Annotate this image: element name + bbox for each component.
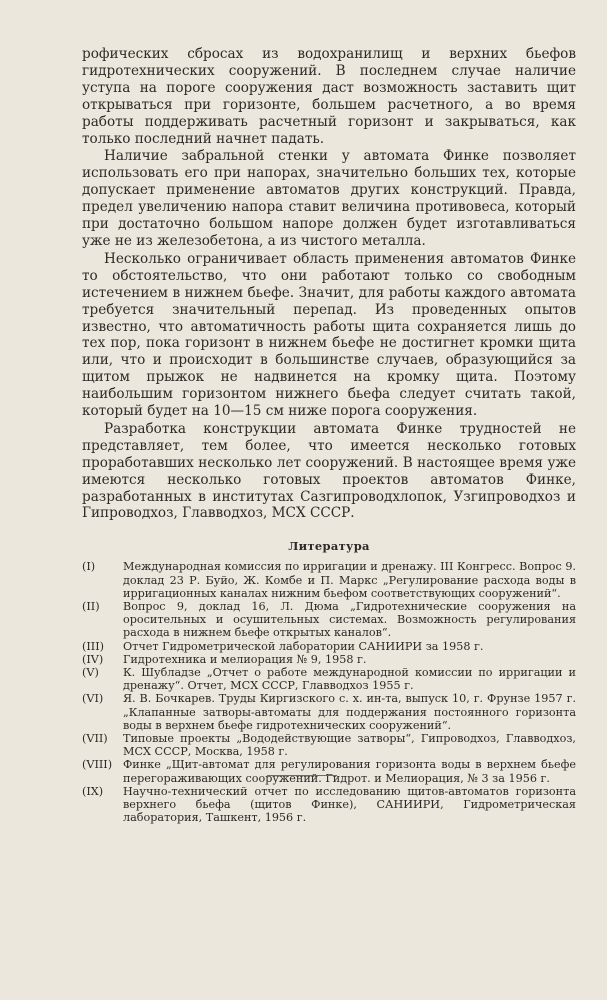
paragraph-2: Наличие забральной стенки у автомата Финке позволяет использовать его при напорах, значительно больших тех, которые допускает применение автоматов других конструкций. Правда, предел увеличению напора ставит величина противовеса, который при достаточно большом напоре должен будет изготавливаться уже не из железобетона, а из чистого металла. (82, 148, 576, 249)
reference-text: Вопрос 9, доклад 16, Л. Дюма „Гидротехнические сооружения на оросительных и осушительных системах. Возможность регулирования расхода в нижнем бьефе открытых каналов“. (123, 599, 576, 640)
reference-item (82, 600, 576, 640)
reference-item (82, 666, 576, 692)
reference-number: (VII) (82, 732, 108, 746)
reference-text: Типовые проекты „Вододействующие затворы“, Гипроводхоз, Главводхоз, МСХ СССР, Москва, 1958 г. (123, 732, 576, 759)
reference-text: Научно-технический отчет по исследованию щитов-автоматов горизонта верхнего бьефа (щитов Финке), САНИИРИ, Гидрометрическая лаборатория, Ташкент, 1956 г. (123, 784, 576, 825)
reference-number: (II) (82, 599, 100, 613)
reference-number: (V) (82, 666, 99, 679)
reference-item (82, 640, 576, 653)
paragraph-4: Разработка конструкции автомата Финке трудностей не представляет, тем более, что имеется несколько готовых проработавших несколько лет сооружений. В настоящее время уже имеются несколько готовых проектов автоматов Финке, разработанных в институтах Сазгипроводхлопок, Узгипроводхоз и Гипроводхоз, Главводхоз, МСХ СССР. (82, 420, 576, 522)
reference-item (82, 560, 576, 600)
reference-item (82, 692, 576, 732)
reference-text: Финке „Щит-автомат для регулирования горизонта воды в верхнем бьефе перегораживающих сооружений. Гидрот. и Мелиорация, № 3 за 1956 г. (123, 758, 576, 785)
reference-text: Отчет Гидрометрической лаборатории САНИИРИ за 1958 г. (123, 639, 484, 653)
reference-number: (III) (82, 639, 104, 653)
paragraph-3: Несколько ограничивает область применения автоматов Финке то обстоятельство, что они работают только со свободным истечением в нижнем бьефе. Значит, для работы каждого автомата требуется значительный перепад. Из проведенных опытов известно, что автоматичность работы щита сохраняется лишь до тех пор, пока горизонт в нижнем бьефе не достигнет кромки щита или, что и происходит в большинстве случаев, образующийся за щитом прыжок не надвинется на кромку щита. Поэтому наибольшим горизонтом нижнего бьефа следует считать такой, который будет на 10—15 см ниже порога сооружения. (82, 250, 576, 420)
references-list (82, 560, 576, 824)
reference-number: (I) (82, 560, 96, 574)
reference-item (82, 732, 576, 758)
paragraph-1: рофических сбросах из водохранилищ и верхних бьефов гидротехнических сооружений. В последнем случае наличие уступа на пороге сооружения даст возможность заставить щит открываться при горизонте, большем расчетного, а во время работы поддерживать расчетный горизонт и закрываться, как только последний начнет падать. (82, 46, 576, 147)
reference-text: Я. В. Бочкарев. Труды Киргизского с. х. ин-та, выпуск 10, г. Фрунзе 1957 г. „Клапанные затворы-автоматы для поддержания постоянного горизонта воды в верхнем бьефе гидротехнических сооружений“. (123, 692, 576, 732)
references-heading: Литература (288, 539, 370, 554)
reference-text: Международная комиссия по ирригации и дренажу. III Конгресс. Вопрос 9. доклад 23 Р. Буйо, Ж. Комбе и П. Маркс „Регулирование расхода воды в ирригационных каналах нижним бьефом соответствующих сооружений“. (123, 560, 576, 600)
reference-number: (VI) (82, 692, 104, 706)
reference-item (82, 785, 576, 825)
reference-item (82, 653, 576, 666)
reference-number: (IV) (82, 652, 104, 666)
reference-number: (VIII) (82, 758, 113, 772)
reference-text: Гидротехника и мелиорация № 9, 1958 г. (123, 652, 367, 666)
page-body (82, 46, 576, 824)
end-divider (267, 775, 337, 776)
reference-number: (IX) (82, 784, 104, 798)
reference-item (82, 758, 576, 784)
reference-text: К. Шубладзе „Отчет о работе международной комиссии по ирригации и дренажу“. Отчет, МСХ СССР, Главводхоз 1955 г. (123, 666, 576, 693)
